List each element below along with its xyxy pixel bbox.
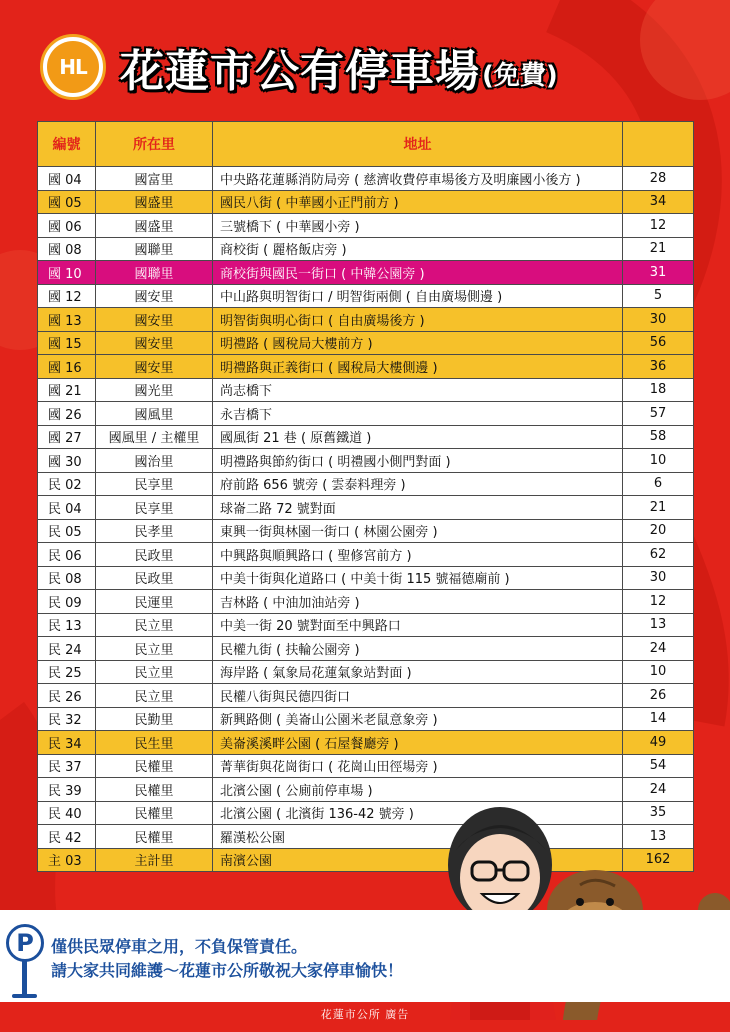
cell-address: 羅漢松公園 — [213, 825, 623, 849]
cell-spaces: 13 — [623, 613, 694, 637]
parking-sign-pole — [22, 961, 27, 995]
cell-address: 明禮路與正義街口 ( 國稅局大樓側邊 ) — [213, 355, 623, 379]
cell-code: 民 05 — [38, 519, 96, 543]
cell-code: 民 42 — [38, 825, 96, 849]
cell-spaces: 28 — [623, 167, 694, 191]
table-row — [38, 472, 694, 496]
cell-spaces: 10 — [623, 660, 694, 684]
table-row — [38, 425, 694, 449]
cell-spaces: 24 — [623, 637, 694, 661]
cell-area: 國聯里 — [96, 261, 213, 285]
cell-address: 北濱公園 ( 北濱街 136-42 號旁 ) — [213, 801, 623, 825]
cell-area: 民立里 — [96, 637, 213, 661]
cell-spaces: 54 — [623, 754, 694, 778]
cell-address: 國風街 21 巷 ( 原舊鐵道 ) — [213, 425, 623, 449]
cell-address: 商校街 ( 麗格飯店旁 ) — [213, 237, 623, 261]
cell-area: 國盛里 — [96, 190, 213, 214]
notice-line-2: 請大家共同維護～花蓮市公所敬祝大家停車愉快！ — [51, 961, 404, 980]
cell-spaces: 58 — [623, 425, 694, 449]
logo-mark: HL — [47, 41, 99, 93]
notice-line-1: 僅供民眾停車之用，不負保管責任。 — [51, 937, 308, 956]
table-row — [38, 496, 694, 520]
table-row — [38, 637, 694, 661]
cell-area: 民權里 — [96, 754, 213, 778]
cell-code: 民 24 — [38, 637, 96, 661]
cell-code: 民 34 — [38, 731, 96, 755]
cell-area: 民生里 — [96, 731, 213, 755]
table-row — [38, 190, 694, 214]
cell-area: 國治里 — [96, 449, 213, 473]
cell-address: 明智街與明心街口 ( 自由廣場後方 ) — [213, 308, 623, 332]
cell-code: 國 26 — [38, 402, 96, 426]
page-title — [120, 34, 558, 100]
table-row — [38, 449, 694, 473]
cell-code: 國 06 — [38, 214, 96, 238]
cell-area: 國安里 — [96, 331, 213, 355]
cell-code: 國 08 — [38, 237, 96, 261]
table-row — [38, 707, 694, 731]
cell-area: 民運里 — [96, 590, 213, 614]
cell-spaces: 162 — [623, 848, 694, 872]
notice-text — [51, 935, 403, 983]
cell-code: 民 32 — [38, 707, 96, 731]
cell-area: 民權里 — [96, 825, 213, 849]
cell-spaces: 31 — [623, 261, 694, 285]
cell-code: 國 13 — [38, 308, 96, 332]
cell-address: 美崙溪溪畔公園 ( 石屋餐廳旁 ) — [213, 731, 623, 755]
cell-code: 民 13 — [38, 613, 96, 637]
cell-spaces: 21 — [623, 237, 694, 261]
cell-spaces: 30 — [623, 308, 694, 332]
cell-code: 國 10 — [38, 261, 96, 285]
cell-spaces: 56 — [623, 331, 694, 355]
table-row — [38, 167, 694, 191]
cell-address: 中央路花蓮縣消防局旁 ( 慈濟收費停車場後方及明廉國小後方 ) — [213, 167, 623, 191]
cell-address: 新興路側 ( 美崙山公園米老鼠意象旁 ) — [213, 707, 623, 731]
table-row — [38, 402, 694, 426]
cell-address: 東興一街與林園一街口 ( 林園公園旁 ) — [213, 519, 623, 543]
cell-code: 國 21 — [38, 378, 96, 402]
cell-spaces: 14 — [623, 707, 694, 731]
cell-code: 國 30 — [38, 449, 96, 473]
table-row — [38, 261, 694, 285]
table-row — [38, 237, 694, 261]
cell-spaces: 12 — [623, 214, 694, 238]
table-row — [38, 355, 694, 379]
cell-address: 國民八街 ( 中華國小正門前方 ) — [213, 190, 623, 214]
cell-area: 國光里 — [96, 378, 213, 402]
cell-code: 國 15 — [38, 331, 96, 355]
cell-address: 吉林路 ( 中油加油站旁 ) — [213, 590, 623, 614]
cell-area: 國安里 — [96, 308, 213, 332]
header-code: 編號 — [38, 122, 96, 167]
table-row — [38, 308, 694, 332]
title-subtitle: (免費) — [482, 60, 558, 91]
cell-area: 民立里 — [96, 613, 213, 637]
cell-spaces: 49 — [623, 731, 694, 755]
cell-code: 民 39 — [38, 778, 96, 802]
table-body — [38, 167, 694, 872]
table-row — [38, 566, 694, 590]
cell-spaces: 30 — [623, 566, 694, 590]
cell-area: 國安里 — [96, 284, 213, 308]
cell-address: 明禮路與節約街口 ( 明禮國小側門對面 ) — [213, 449, 623, 473]
cell-address: 菁華街與花崗街口 ( 花崗山田徑場旁 ) — [213, 754, 623, 778]
table-row — [38, 214, 694, 238]
cell-spaces: 12 — [623, 590, 694, 614]
cell-code: 國 27 — [38, 425, 96, 449]
cell-code: 民 25 — [38, 660, 96, 684]
cell-spaces: 34 — [623, 190, 694, 214]
cell-address: 中山路與明智街口 / 明智街兩側 ( 自由廣場側邊 ) — [213, 284, 623, 308]
cell-area: 國聯里 — [96, 237, 213, 261]
cell-code: 民 09 — [38, 590, 96, 614]
cell-address: 北濱公園 ( 公廁前停車場 ) — [213, 778, 623, 802]
cell-address: 尚志橋下 — [213, 378, 623, 402]
cell-address: 府前路 656 號旁 ( 雲泰料理旁 ) — [213, 472, 623, 496]
cell-spaces: 20 — [623, 519, 694, 543]
parking-table — [37, 121, 694, 872]
cell-code: 民 08 — [38, 566, 96, 590]
header-address: 地址 — [213, 122, 623, 167]
table-row — [38, 284, 694, 308]
parking-sign-icon: P — [6, 924, 44, 962]
cell-area: 民享里 — [96, 472, 213, 496]
table-row — [38, 331, 694, 355]
cell-address: 明禮路 ( 國稅局大樓前方 ) — [213, 331, 623, 355]
cell-code: 民 37 — [38, 754, 96, 778]
cell-area: 民勤里 — [96, 707, 213, 731]
header-spaces — [623, 122, 694, 167]
cell-spaces: 24 — [623, 778, 694, 802]
cell-address: 球崙二路 72 號對面 — [213, 496, 623, 520]
cell-spaces: 21 — [623, 496, 694, 520]
cell-area: 國風里 — [96, 402, 213, 426]
cell-spaces: 5 — [623, 284, 694, 308]
table-row — [38, 543, 694, 567]
cell-address: 三號橋下 ( 中華國小旁 ) — [213, 214, 623, 238]
table-row — [38, 684, 694, 708]
cell-area: 民立里 — [96, 684, 213, 708]
cell-code: 國 16 — [38, 355, 96, 379]
cell-code: 國 05 — [38, 190, 96, 214]
cell-address: 中美十街與化道路口 ( 中美十街 115 號福德廟前 ) — [213, 566, 623, 590]
cell-spaces: 13 — [623, 825, 694, 849]
cell-code: 國 12 — [38, 284, 96, 308]
table-header-row — [38, 122, 694, 167]
parking-table-container — [37, 121, 693, 872]
table-row — [38, 613, 694, 637]
cell-spaces: 57 — [623, 402, 694, 426]
cell-address: 南濱公園 — [213, 848, 623, 872]
table-row — [38, 519, 694, 543]
cell-code: 國 04 — [38, 167, 96, 191]
cell-area: 國安里 — [96, 355, 213, 379]
cell-address: 民權九街 ( 扶輪公園旁 ) — [213, 637, 623, 661]
cell-area: 國富里 — [96, 167, 213, 191]
cell-code: 主 03 — [38, 848, 96, 872]
header-area: 所在里 — [96, 122, 213, 167]
cell-area: 民孝里 — [96, 519, 213, 543]
title-main: 花蓮市公有停車場 — [120, 46, 480, 97]
table-row — [38, 754, 694, 778]
cell-area: 國盛里 — [96, 214, 213, 238]
table-row — [38, 378, 694, 402]
cell-spaces: 18 — [623, 378, 694, 402]
cell-area: 民享里 — [96, 496, 213, 520]
cell-spaces: 10 — [623, 449, 694, 473]
cell-address: 民權八街與民德四街口 — [213, 684, 623, 708]
publisher-credit: 花蓮市公所 廣告 — [320, 1008, 410, 1021]
cell-address: 中美一街 20 號對面至中興路口 — [213, 613, 623, 637]
cell-area: 主計里 — [96, 848, 213, 872]
table-row — [38, 590, 694, 614]
cell-code: 民 06 — [38, 543, 96, 567]
cell-code: 民 26 — [38, 684, 96, 708]
cell-code: 民 02 — [38, 472, 96, 496]
cell-area: 民立里 — [96, 660, 213, 684]
cell-area: 民權里 — [96, 778, 213, 802]
cell-spaces: 6 — [623, 472, 694, 496]
cell-spaces: 26 — [623, 684, 694, 708]
notice-panel — [0, 910, 730, 1002]
table-row — [38, 731, 694, 755]
table-row — [38, 660, 694, 684]
cell-spaces: 62 — [623, 543, 694, 567]
cell-code: 民 40 — [38, 801, 96, 825]
cell-area: 民權里 — [96, 801, 213, 825]
cell-address: 海岸路 ( 氣象局花蓮氣象站對面 ) — [213, 660, 623, 684]
cell-address: 商校街與國民一街口 ( 中韓公園旁 ) — [213, 261, 623, 285]
cell-code: 民 04 — [38, 496, 96, 520]
city-logo — [40, 34, 106, 100]
cell-area: 民政里 — [96, 543, 213, 567]
cell-area: 民政里 — [96, 566, 213, 590]
parking-sign-base — [12, 994, 37, 998]
cell-spaces: 36 — [623, 355, 694, 379]
cell-address: 永吉橋下 — [213, 402, 623, 426]
cell-address: 中興路與順興路口 ( 聖修宮前方 ) — [213, 543, 623, 567]
cell-area: 國風里 / 主權里 — [96, 425, 213, 449]
cell-spaces: 35 — [623, 801, 694, 825]
